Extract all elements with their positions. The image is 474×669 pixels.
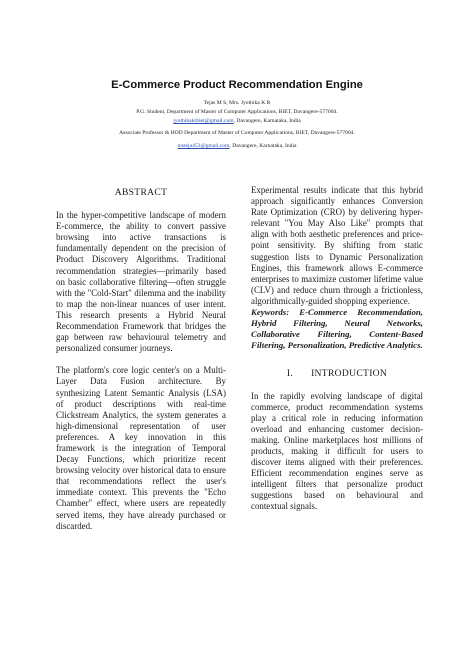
email-line-2	[0, 143, 474, 150]
abstract-paragraph-3: Experimental results indicate that this hybrid approach significantly enhances Conversion Rate Optimization (CRO) by delivering hyper-relevant "You May Also Like" prompts that align with both aesthetic preferences and price-point sensitivity. By shifting from static suggestion lists to Dynamic Personalization Engines, this framework allows E-commerce enterprises to maximize customer lifetime value (CLV) and reduce churn through a frictionless, algorithmically-guided shopping experience.	[251, 185, 423, 306]
right-column	[251, 185, 423, 513]
email-link-1[interactable]: jyothikakrbiet@gmail.com	[173, 118, 234, 124]
keywords-block: Keywords: E-Commerce Recommendation, Hybrid Filtering, Neural Networks, Collaborative Filtering, Content-Based Filtering, Personalization, Predictive Analytics.	[251, 307, 423, 351]
affiliation-professor: Associate Professor & HOD Department of Master of Computer Applications, BIET, Davangere-577004.	[119, 130, 355, 136]
email-location-1: , Davangere, Karnataka, India	[233, 118, 301, 124]
email-location-2: , Davangere, Karnataka, India	[229, 143, 297, 149]
author-names: Tejas M S, Mrs. Jyothika K R	[203, 100, 271, 106]
introduction-heading	[251, 368, 423, 379]
email-line-1	[0, 118, 474, 125]
section-title: INTRODUCTION	[311, 368, 388, 380]
abstract-paragraph-1: In the hyper-competitive landscape of modern E-commerce, the ability to convert passive browsing into active transactions is fundamentally dependent on the precision of Product Discovery Algorithms. Traditional recommendation strategies—primarily based on basic collaborative filtering—often struggle with the "Cold-Start" dilemma and the inability to map the non-linear nuances of user intent. This research presents a Hybrid Neural Recommendation Framework that bridges the gap between raw behavioural telemetry and personalized consumer journeys.	[56, 210, 226, 354]
paper-title: E-Commerce Product Recommendation Engine	[111, 79, 363, 91]
left-column	[56, 185, 226, 532]
introduction-paragraph-1: In the rapidly evolving landscape of digital commerce, product recommendation systems play a critical role in reducing information overload and enhancing customer decision-making. Online marketplaces host millions of products, making it difficult for users to discover items aligned with their preferences. Efficient recommendation engines serve as intelligent filters that personalize product suggestions based on behavioural and contextual signals.	[251, 390, 423, 512]
abstract-heading: ABSTRACT	[114, 187, 168, 198]
affiliation-student: P.G. Student, Department of Master of Computer Applications, BIET, Davangere-577004.	[136, 109, 338, 115]
section-number: I.	[286, 368, 294, 380]
abstract-paragraph-2: The platform's core logic center's on a Multi-Layer Data Fusion architecture. By synthesizing Latent Semantic Analysis (LSA) of product descriptions with real-time Clickstream Analytics, the system generates a high-dimensional representation of user preferences. A key innovation in this framework is the integration of Temporal Decay Functions, which prioritize recent browsing velocity over historical data to ensure that recommendations reflect the user's immediate context. This prevents the "Echo Chamber" effect, where users are repeatedly served items, they have already purchased or discarded.	[56, 365, 226, 531]
email-link-2[interactable]: msteja453@gmail.com	[177, 143, 230, 149]
